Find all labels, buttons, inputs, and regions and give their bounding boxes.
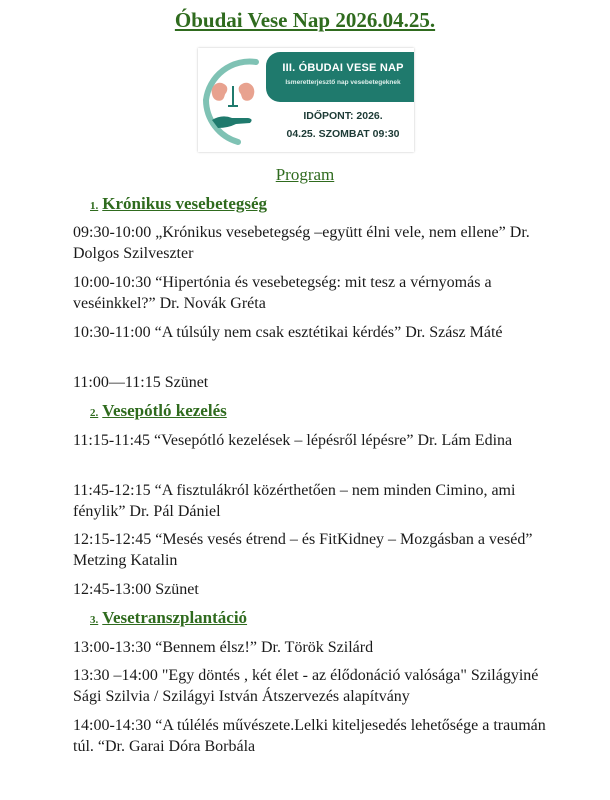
page-title: Óbudai Vese Nap 2026.04.25. (174, 8, 436, 32)
program-item: 11:15-11:45 “Vesepótló kezelések – lépésről lépésre” Dr. Lám Edina (73, 432, 513, 449)
section-heading (90, 608, 247, 628)
program-item: 11:00—11:15 Szünet (73, 374, 209, 391)
program-item: 10:30-11:00 “A túlsúly nem csak esztétikai kérdés” Dr. Szász Máté (73, 324, 503, 341)
program-item: 09:30-10:00 „Krónikus vesebetegség –együtt élni vele, nem ellene” Dr. Dolgos Szilveszter (73, 224, 530, 262)
banner-event-name: III. ÓBUDAI VESE NAP (282, 62, 404, 74)
program-item: 14:00-14:30 “A túlélés művészete.Lelki kiteljesedés lehetősége a traumán túl. “Dr. Garai Dóra Borbála (73, 717, 546, 755)
banner-title-panel (266, 52, 414, 102)
section-number: 2. (90, 407, 99, 419)
kidney-hand-logo-icon (198, 48, 262, 152)
event-banner (198, 48, 414, 152)
section-title: Vesepótló kezelés (102, 401, 227, 420)
section-title: Vesetranszplantáció (102, 608, 248, 627)
section-number: 1. (90, 200, 99, 212)
banner-date-label: IDŐPONT: 2026. (303, 110, 383, 122)
banner-subtitle: Ismeretterjesztő nap vesebetegeknek (285, 79, 401, 86)
program-item: 11:45-12:15 “A fisztulákról közérthetően – nem minden Cimino, ami fénylik” Dr. Pál Dániel (73, 482, 516, 520)
program-item: 12:45-13:00 Szünet (73, 581, 199, 598)
section-heading (90, 194, 267, 214)
section-title: Krónikus vesebetegség (102, 194, 268, 213)
program-item: 13:30 –14:00 "Egy döntés , két élet - az élődonáció valósága" Szilágyiné Sági Szilvia / Szilágyi István Átszervezés alapítvány (73, 667, 539, 705)
banner-date-time: 04.25. SZOMBAT 09:30 (286, 128, 400, 140)
program-heading: Program (275, 165, 335, 184)
program-item: 13:00-13:30 “Bennem élsz!” Dr. Török Szilárd (73, 639, 374, 656)
section-heading (90, 401, 227, 421)
section-number: 3. (90, 614, 99, 626)
program-item: 12:15-12:45 “Mesés vesés étrend – és FitKidney – Mozgásban a veséd” Metzing Katalin (73, 531, 533, 569)
program-item: 10:00-10:30 “Hipertónia és vesebetegség: mit tesz a vérnyomás a veséinkkel?” Dr. Novák Gréta (73, 274, 492, 312)
